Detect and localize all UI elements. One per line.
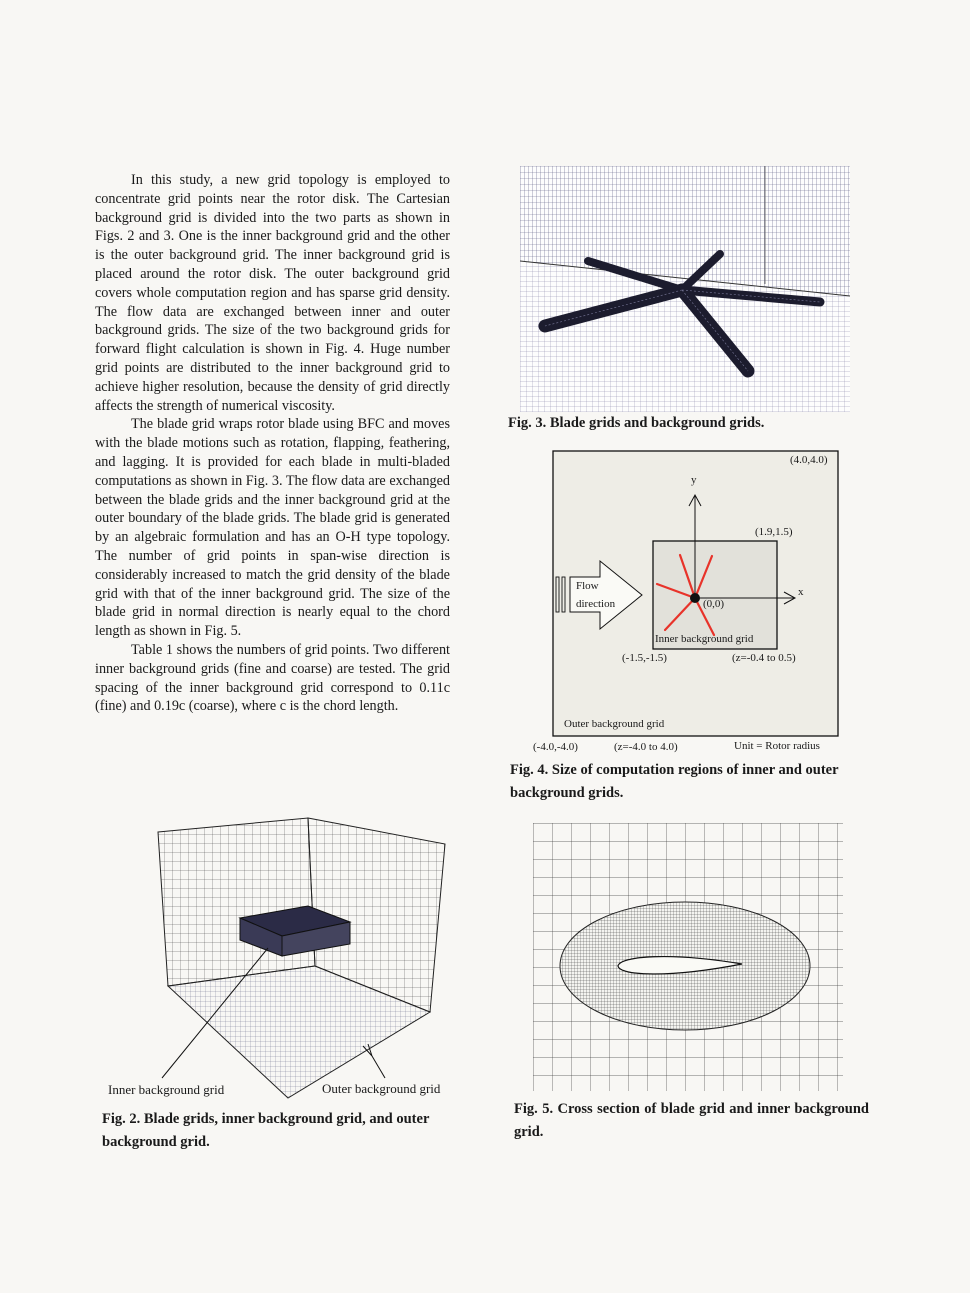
paragraph-1: In this study, a new grid topology is employed to concentrate grid points near the rotor disk. The Cartesian background grid is divided into the two parts as shown in Figs. 2 and 3. One is the inner background grid and the other is the outer background grid. The inner background grid is placed around the rotor disk. The outer background grid covers whole computation region and has sparse grid density. The flow data are exchanged between inner and outer background grids. The size of the two background grids for forward flight calculation is shown in Fig. 4. Huge number grid points are distributed to the inner background grid to achieve higher resolution, because the density of grid directly affects the strength of numerical viscosity. xyxy=(95,172,450,414)
fig5-caption: Fig. 5. Cross section of blade grid and inner background grid. xyxy=(514,1101,869,1140)
paragraph-3: Table 1 shows the numbers of grid points. Two different inner background grids (fine and coarse) are tested. The grid spacing of the inner background grid correspond to 0.11c (fine) and 0.19c (coarse), where c is the chord length. xyxy=(95,641,450,715)
fig4-caption: Fig. 4. Size of computation regions of inner and outer background grids. xyxy=(510,762,839,801)
body-text xyxy=(95,171,450,716)
fig2-caption: Fig. 2. Blade grids, inner background grid, and outer background grid. xyxy=(102,1111,430,1150)
outer-corner-label: (4.0,4.0) xyxy=(790,454,828,466)
flow-label-2: direction xyxy=(576,598,616,610)
outer-grid-label: Outer background grid xyxy=(564,718,665,730)
paragraph-2: The blade grid wraps rotor blade using BFC and moves with the blade motions such as rotation, flapping, feathering, and lagging. It is provided for each blade in multi-bladed computations as shown in Fig. 3. The flow data are exchanged between the blade grids and the inner background grid at the outer boundary of the blade grids. The blade grid is generated by an algebraic formulation and has an O-H type topology. The number of grid points in span-wise direction is considerably increased to match the grid density of the blade grid with that of the inner background grid. The size of the blade grid in normal direction is nearly equal to the chord length as shown in Fig. 5. xyxy=(95,416,450,640)
outer-background-grid-label: Outer background grid xyxy=(322,1081,441,1096)
origin-label: (0,0) xyxy=(703,598,725,610)
y-axis-label: y xyxy=(691,474,697,486)
inner-background-grid-label: Inner background grid xyxy=(108,1082,225,1097)
fig5-image xyxy=(520,818,855,1096)
outer-low-corner-label: (-4.0,-4.0) xyxy=(533,741,578,753)
flow-label-1: Flow xyxy=(576,580,599,592)
inner-z-range-label: (z=-0.4 to 0.5) xyxy=(732,652,796,664)
fig3-caption: Fig. 3. Blade grids and background grids. xyxy=(508,415,765,431)
x-axis-label: x xyxy=(798,586,804,598)
inner-low-corner-label: (-1.5,-1.5) xyxy=(622,652,667,664)
inner-grid-label: Inner background grid xyxy=(655,633,754,645)
fig3-image xyxy=(520,166,850,412)
fig4-diagram xyxy=(500,448,860,760)
fig2-image xyxy=(100,816,470,1106)
inner-corner-label: (1.9,1.5) xyxy=(755,526,793,538)
unit-label: Unit = Rotor radius xyxy=(734,740,820,752)
outer-z-range-label: (z=-4.0 to 4.0) xyxy=(614,741,678,753)
